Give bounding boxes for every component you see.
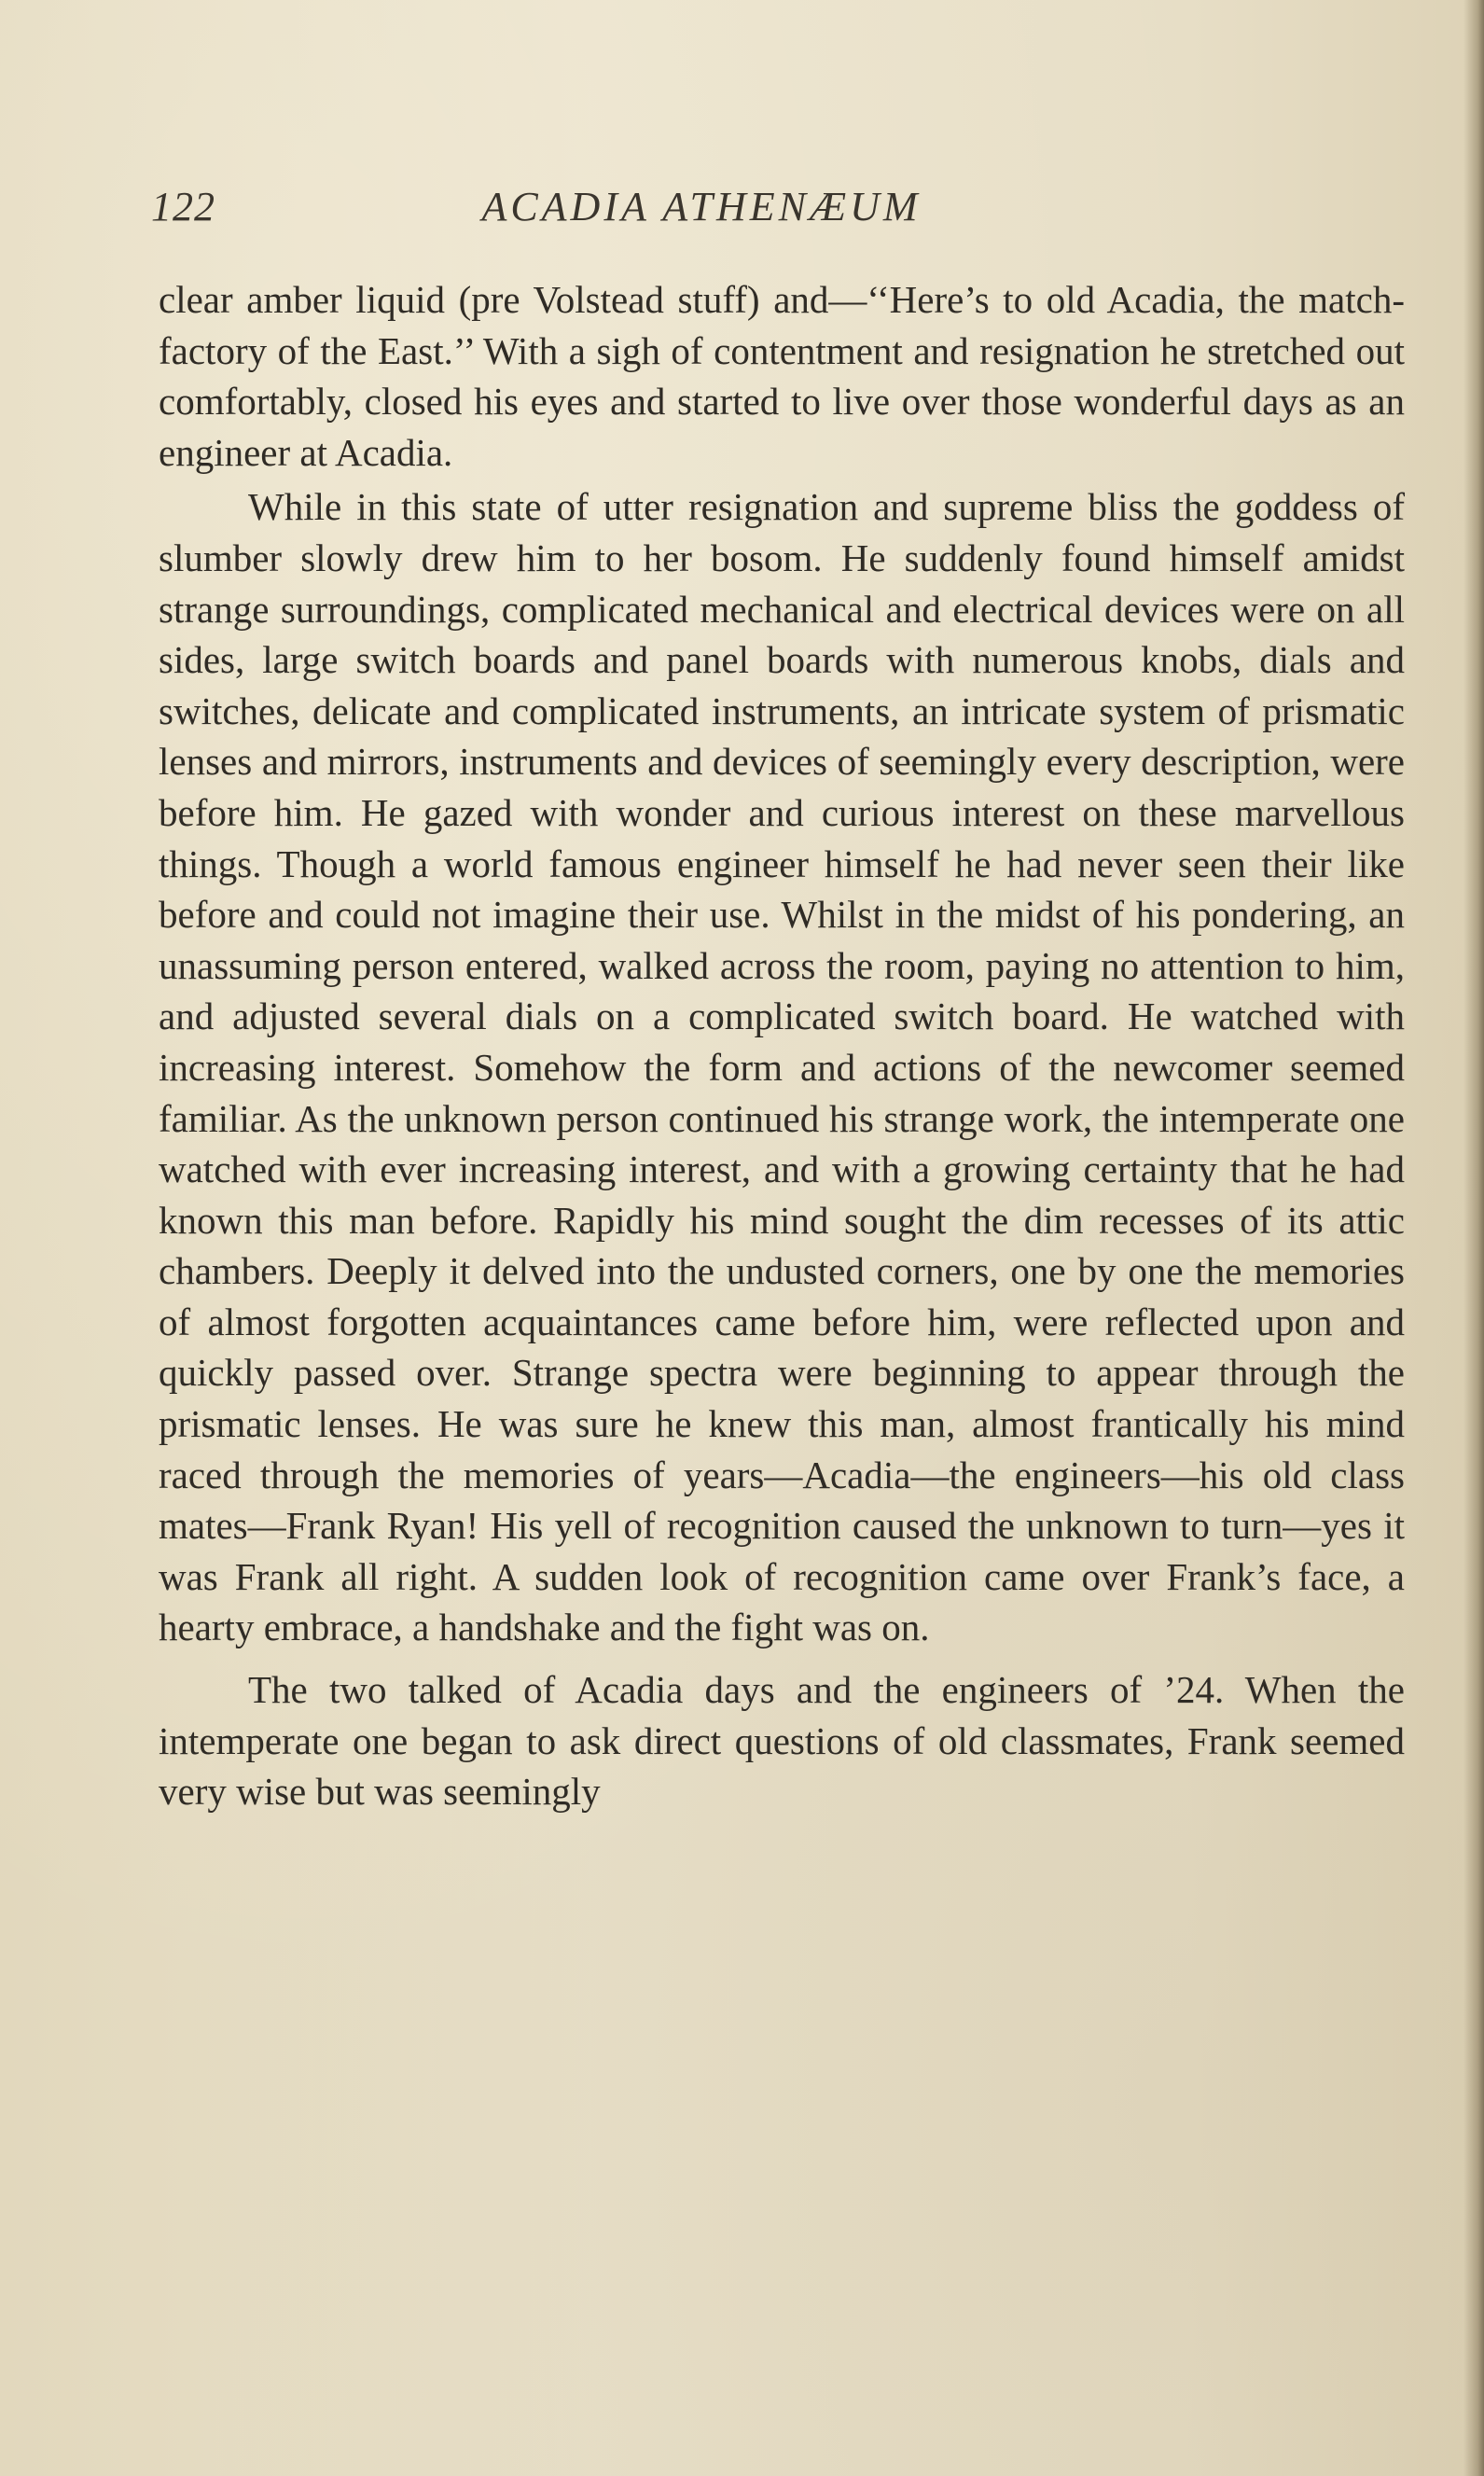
paragraph-1: clear amber liquid (pre Volstead stuff) and—‘‘Here’s to old Acadia, the match-factory of the East.’’ With a sigh of contentment and resignation he stretched out comfortably, closed his eyes and started to live over those wonderful days as an engineer at Acadia. <box>159 278 1405 474</box>
page-edge-shadow <box>1463 0 1484 2476</box>
body-text <box>159 274 1405 1821</box>
paragraph-3: The two talked of Acadia days and the engineers of ’24. When the intemperate one began to ask direct questions of old classmates, Frank seemed very wise but was seemingly <box>159 1668 1405 1814</box>
running-header <box>151 183 1397 248</box>
paragraph-2: While in this state of utter resignation and supreme bliss the goddess of slumber slowly drew him to her bosom. He suddenly found himself amidst strange surroundings, complicated mechanical and electrical devices were on all sides, large switch boards and panel boards with numerous knobs, dials and switches, delicate and complicated instruments, an intricate system of prismatic lenses and mirrors, instruments and devices of seemingly every description, were before him. He gazed with wonder and curious interest on these marvellous things. Though a world famous engineer himself he had never seen their like before and could not imagine their use. Whilst in the midst of his pondering, an unassuming person entered, walked across the room, paying no attention to him, and adjusted several dials on a complicated switch board. He watched with increasing interest. Somehow the form and actions of the newcomer seemed familiar. As the unknown person continued his strange work, the intemperate one watched with ever increasing interest, and with a growing certainty that he had known this man before. Rapidly his mind sought the dim recesses of its attic chambers. Deeply it delved into the undusted corners, one by one the memories of almost forgotten acquaintances came before him, were reflected upon and quickly passed over. Strange spectra were beginning to appear through the prismatic lenses. He was sure he knew this man, almost frantically his mind raced through the memories of years—Acadia—the engineers—his old class mates—Frank Ryan! His yell of recognition caused the unknown to turn—yes it was Frank all right. A sudden look of recognition came over Frank’s face, a hearty embrace, a handshake and the fight was on. <box>159 485 1405 1649</box>
running-title: ACADIA ATHENÆUM <box>481 184 922 230</box>
page-number: 122 <box>151 184 215 230</box>
